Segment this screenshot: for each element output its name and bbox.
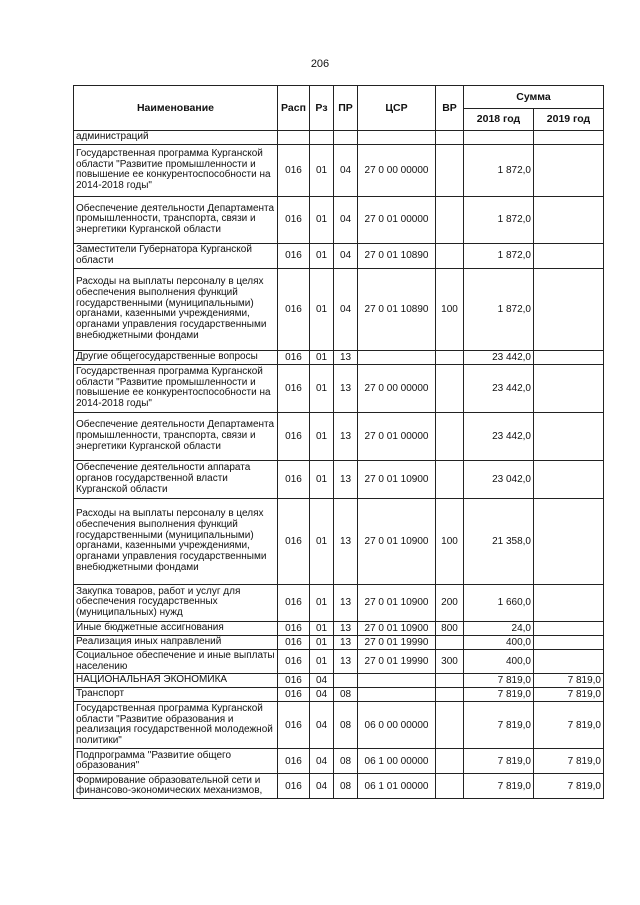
cell-sum-2018: 1 872,0: [464, 196, 534, 243]
cell-csr: 27 0 01 10900: [358, 498, 436, 584]
cell-name: Социальное обеспечение и иные выплаты населению: [74, 649, 278, 674]
cell-rz: 04: [310, 774, 334, 799]
cell-rz: 04: [310, 674, 334, 688]
cell-sum-2018: 1 660,0: [464, 584, 534, 621]
cell-rz: 01: [310, 350, 334, 364]
table-row: [74, 688, 604, 702]
cell-pr: 13: [334, 621, 358, 635]
cell-name: Государственная программа Курганской области "Развитие промышленности и повышение ее конкурентоспособности на 2014-2018 годы": [74, 144, 278, 196]
cell-sum-2019: [534, 131, 604, 145]
cell-name: Государственная программа Курганской области "Развитие промышленности и повышение ее конкурентоспособности на 2014-2018 годы": [74, 364, 278, 412]
cell-name: администраций: [74, 131, 278, 145]
header-name: Наименование: [74, 86, 278, 131]
cell-rasp: 016: [278, 196, 310, 243]
cell-rasp: 016: [278, 621, 310, 635]
cell-rasp: [278, 131, 310, 145]
cell-rz: 01: [310, 635, 334, 649]
table-row: [74, 621, 604, 635]
cell-vr: [436, 144, 464, 196]
cell-vr: 800: [436, 621, 464, 635]
cell-vr: [436, 350, 464, 364]
cell-rasp: 016: [278, 649, 310, 674]
cell-pr: [334, 674, 358, 688]
table-row: [74, 243, 604, 268]
cell-csr: 27 0 01 10890: [358, 268, 436, 350]
cell-rasp: 016: [278, 584, 310, 621]
cell-rz: 01: [310, 584, 334, 621]
table-row: [74, 460, 604, 498]
cell-sum-2019: [534, 635, 604, 649]
cell-rz: 01: [310, 364, 334, 412]
table-row: [74, 749, 604, 774]
table-row: [74, 268, 604, 350]
cell-pr: 13: [334, 649, 358, 674]
cell-sum-2018: 1 872,0: [464, 268, 534, 350]
budget-table: [73, 85, 604, 799]
cell-sum-2019: [534, 364, 604, 412]
cell-rasp: 016: [278, 674, 310, 688]
header-year-2018: 2018 год: [464, 109, 534, 131]
cell-rz: 01: [310, 412, 334, 460]
cell-sum-2019: [534, 196, 604, 243]
table-row: [74, 774, 604, 799]
cell-rz: 01: [310, 460, 334, 498]
cell-sum-2019: 7 819,0: [534, 688, 604, 702]
cell-rz: 01: [310, 144, 334, 196]
cell-rasp: 016: [278, 144, 310, 196]
table-row: [74, 131, 604, 145]
cell-sum-2019: [534, 621, 604, 635]
cell-csr: 27 0 01 10900: [358, 621, 436, 635]
table-row: [74, 674, 604, 688]
cell-vr: [436, 243, 464, 268]
cell-vr: 300: [436, 649, 464, 674]
cell-vr: 200: [436, 584, 464, 621]
cell-rz: 01: [310, 196, 334, 243]
cell-sum-2018: 23 042,0: [464, 460, 534, 498]
cell-sum-2019: [534, 460, 604, 498]
cell-vr: [436, 364, 464, 412]
cell-csr: 27 0 00 00000: [358, 364, 436, 412]
cell-name: Реализация иных направлений: [74, 635, 278, 649]
table-row: [74, 144, 604, 196]
cell-csr: 27 0 01 00000: [358, 196, 436, 243]
cell-sum-2019: [534, 350, 604, 364]
cell-pr: [334, 131, 358, 145]
cell-name: Подпрограмма "Развитие общего образования": [74, 749, 278, 774]
cell-pr: 04: [334, 268, 358, 350]
cell-csr: 27 0 01 00000: [358, 412, 436, 460]
cell-csr: 27 0 00 00000: [358, 144, 436, 196]
cell-vr: [436, 702, 464, 749]
cell-sum-2018: 24,0: [464, 621, 534, 635]
cell-vr: [436, 674, 464, 688]
cell-rz: 01: [310, 649, 334, 674]
cell-csr: [358, 688, 436, 702]
cell-vr: [436, 460, 464, 498]
cell-pr: 04: [334, 196, 358, 243]
cell-sum-2019: [534, 144, 604, 196]
cell-name: Транспорт: [74, 688, 278, 702]
cell-vr: [436, 412, 464, 460]
cell-sum-2019: [534, 243, 604, 268]
page-number: 206: [310, 58, 330, 70]
cell-csr: 06 0 00 00000: [358, 702, 436, 749]
cell-csr: 06 1 01 00000: [358, 774, 436, 799]
cell-sum-2019: [534, 584, 604, 621]
cell-sum-2018: 23 442,0: [464, 412, 534, 460]
cell-sum-2018: 7 819,0: [464, 688, 534, 702]
cell-rz: 01: [310, 621, 334, 635]
cell-sum-2018: 400,0: [464, 649, 534, 674]
cell-name: НАЦИОНАЛЬНАЯ ЭКОНОМИКА: [74, 674, 278, 688]
cell-csr: 27 0 01 10890: [358, 243, 436, 268]
cell-sum-2018: 1 872,0: [464, 243, 534, 268]
cell-pr: 13: [334, 584, 358, 621]
cell-vr: [436, 774, 464, 799]
cell-pr: 13: [334, 364, 358, 412]
header-year-2019: 2019 год: [534, 109, 604, 131]
cell-rasp: 016: [278, 243, 310, 268]
cell-rasp: 016: [278, 364, 310, 412]
cell-pr: 08: [334, 688, 358, 702]
cell-sum-2019: [534, 412, 604, 460]
cell-csr: [358, 131, 436, 145]
cell-rasp: 016: [278, 749, 310, 774]
cell-csr: 06 1 00 00000: [358, 749, 436, 774]
cell-pr: 13: [334, 412, 358, 460]
table-row: [74, 412, 604, 460]
cell-csr: [358, 350, 436, 364]
cell-rz: 01: [310, 498, 334, 584]
cell-csr: 27 0 01 10900: [358, 460, 436, 498]
cell-rasp: 016: [278, 460, 310, 498]
cell-name: Расходы на выплаты персоналу в целях обеспечения выполнения функций государственными (муниципальными) органами, казенными учреждениями, органами управления государственными внебюджетными фондами: [74, 268, 278, 350]
cell-rasp: 016: [278, 774, 310, 799]
cell-vr: [436, 635, 464, 649]
cell-vr: [436, 688, 464, 702]
cell-sum-2018: 23 442,0: [464, 350, 534, 364]
cell-rz: 04: [310, 702, 334, 749]
cell-rasp: 016: [278, 635, 310, 649]
cell-rz: 01: [310, 268, 334, 350]
header-vr: ВР: [436, 86, 464, 131]
cell-rasp: 016: [278, 350, 310, 364]
cell-sum-2019: 7 819,0: [534, 702, 604, 749]
cell-pr: 08: [334, 702, 358, 749]
header-sum: Сумма: [464, 86, 604, 109]
cell-sum-2019: [534, 498, 604, 584]
cell-sum-2018: 7 819,0: [464, 774, 534, 799]
header-rasp: Расп: [278, 86, 310, 131]
cell-sum-2018: 23 442,0: [464, 364, 534, 412]
header-csr: ЦСР: [358, 86, 436, 131]
cell-name: Обеспечение деятельности Департамента промышленности, транспорта, связи и энергетики Курганской области: [74, 412, 278, 460]
cell-sum-2018: 7 819,0: [464, 674, 534, 688]
cell-sum-2018: [464, 131, 534, 145]
cell-sum-2018: 21 358,0: [464, 498, 534, 584]
cell-name: Закупка товаров, работ и услуг для обеспечения государственных (муниципальных) нужд: [74, 584, 278, 621]
cell-csr: 27 0 01 19990: [358, 635, 436, 649]
table-row: [74, 350, 604, 364]
table-row: [74, 649, 604, 674]
cell-vr: [436, 749, 464, 774]
cell-csr: 27 0 01 10900: [358, 584, 436, 621]
cell-rasp: 016: [278, 688, 310, 702]
cell-name: Обеспечение деятельности аппарата органов государственной власти Курганской области: [74, 460, 278, 498]
cell-rz: 04: [310, 688, 334, 702]
cell-name: Заместители Губернатора Курганской области: [74, 243, 278, 268]
cell-csr: 27 0 01 19990: [358, 649, 436, 674]
cell-sum-2018: 7 819,0: [464, 702, 534, 749]
cell-vr: [436, 131, 464, 145]
cell-sum-2018: 1 872,0: [464, 144, 534, 196]
cell-pr: 13: [334, 460, 358, 498]
cell-pr: 13: [334, 350, 358, 364]
cell-rz: [310, 131, 334, 145]
cell-sum-2019: 7 819,0: [534, 674, 604, 688]
cell-sum-2019: [534, 649, 604, 674]
cell-name: Обеспечение деятельности Департамента промышленности, транспорта, связи и энергетики Курганской области: [74, 196, 278, 243]
cell-rasp: 016: [278, 498, 310, 584]
table-row: [74, 702, 604, 749]
cell-sum-2018: 7 819,0: [464, 749, 534, 774]
table-row: [74, 584, 604, 621]
table-row: [74, 498, 604, 584]
cell-vr: [436, 196, 464, 243]
cell-sum-2019: 7 819,0: [534, 774, 604, 799]
cell-pr: 04: [334, 243, 358, 268]
table-row: [74, 635, 604, 649]
cell-name: Государственная программа Курганской области "Развитие образования и реализация государственной молодежной политики": [74, 702, 278, 749]
cell-rz: 01: [310, 243, 334, 268]
cell-vr: 100: [436, 268, 464, 350]
cell-sum-2018: 400,0: [464, 635, 534, 649]
cell-rz: 04: [310, 749, 334, 774]
cell-rasp: 016: [278, 702, 310, 749]
cell-pr: 13: [334, 635, 358, 649]
table-row: [74, 196, 604, 243]
cell-pr: 04: [334, 144, 358, 196]
cell-name: Расходы на выплаты персоналу в целях обеспечения выполнения функций государственными (муниципальными) органами, казенными учреждениями, органами управления государственными внебюджетными фондами: [74, 498, 278, 584]
cell-name: Формирование образовательной сети и финансово-экономических механизмов,: [74, 774, 278, 799]
cell-pr: 08: [334, 774, 358, 799]
table-row: [74, 364, 604, 412]
cell-name: Иные бюджетные ассигнования: [74, 621, 278, 635]
cell-rasp: 016: [278, 412, 310, 460]
header-rz: Рз: [310, 86, 334, 131]
cell-csr: [358, 674, 436, 688]
cell-sum-2019: [534, 268, 604, 350]
cell-name: Другие общегосударственные вопросы: [74, 350, 278, 364]
cell-pr: 08: [334, 749, 358, 774]
cell-sum-2019: 7 819,0: [534, 749, 604, 774]
cell-vr: 100: [436, 498, 464, 584]
cell-pr: 13: [334, 498, 358, 584]
table-body: [74, 131, 604, 799]
header-pr: ПР: [334, 86, 358, 131]
cell-rasp: 016: [278, 268, 310, 350]
